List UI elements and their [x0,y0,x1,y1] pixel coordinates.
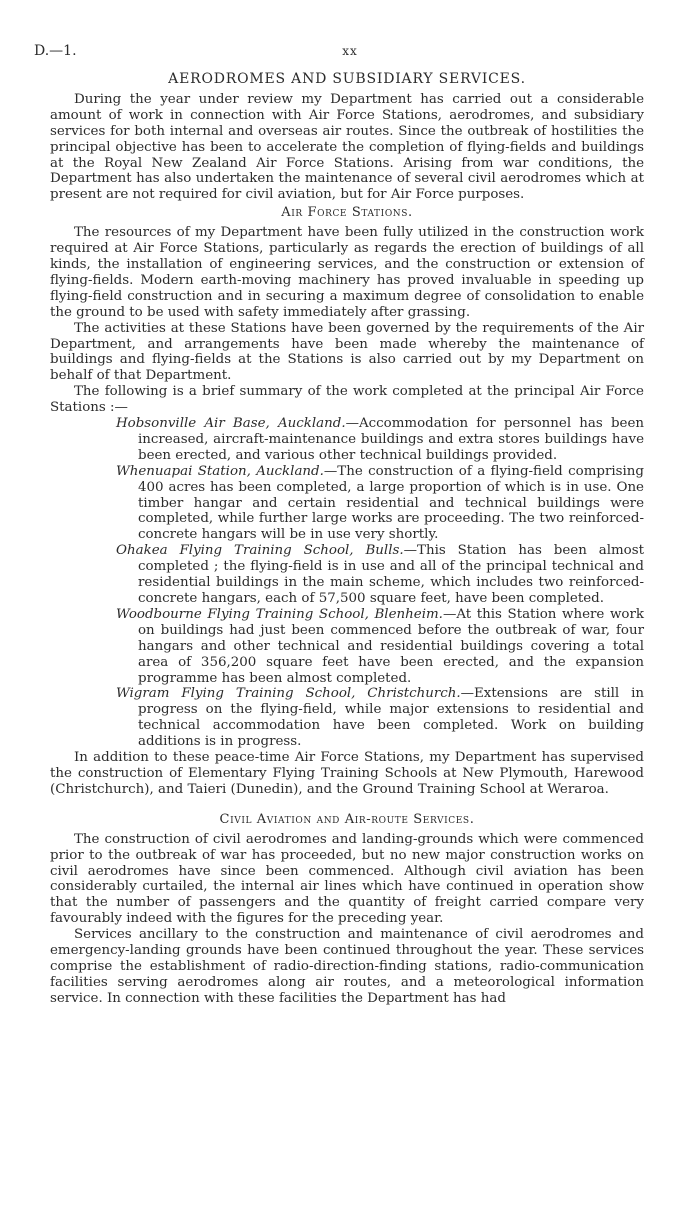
paragraph: The resources of my Department have been fully utilized in the construction work required at Air Force Stations, particularly as regards the erection of buildings of all kinds, the installation of engineering services, and the construction or extension of flying-fields. Modern earth-moving machinery has proved invaluable in speeding up flying-field construction and in securing a maximum degree of consolidation to enable the ground to be used with safety immediately after grassing. [50,225,644,320]
station-name: Ohakea Flying Training School, Bulls. [116,543,404,559]
paragraph: In addition to these peace-time Air Force Stations, my Department has supervised the construction of Elementary Flying Training Schools at New Plymouth, Harewood (Christchurch), and Taieri (Dunedin), and the Ground Training School at Weraroa. [50,750,644,797]
station-name: Wigram Flying Training School, Christchurch. [116,686,461,702]
paragraph: The following is a brief summary of the work completed at the principal Air Force Stations :— [50,384,644,416]
station-item [116,686,644,750]
paragraph: Services ancillary to the construction and maintenance of civil aerodromes and emergency-landing grounds have been continued throughout the year. These services comprise the establishment of radio-direction-finding stations, radio-communication facilities serving aerodromes along air routes, and a meteorological information service. In connection with these facilities the Department has had [50,927,644,1006]
body-text [50,72,644,1007]
station-item [116,607,644,687]
document-code: D.—1. [34,43,77,59]
station-name: Whenuapai Station, Auckland. [116,463,324,479]
section-title: AERODROMES AND SUBSIDIARY SERVICES. [168,71,526,87]
station-name: Hobsonville Air Base, Auckland. [116,416,346,432]
paragraph: The construction of civil aerodromes and landing-grounds which were commenced prior to the outbreak of war has proceeded, but no new major construction works on civil aerodromes have since been commenced. Although civil aviation has been considerably curtailed, the internal air lines which have continued in operation show that the number of passengers and the quantity of freight carried compare very favourably indeed with the figures for the preceding year. [50,831,644,927]
station-name: Woodbourne Flying Training School, Blenheim. [116,606,443,622]
station-text: —The construction of a flying-field comprising 400 acres has been completed, a large proportion of which is in use. One timber hangar and certain residential and technical buildings were completed, while further large works are proceeding. The two reinforced-concrete hangars will be in use very shortly. [138,463,644,543]
station-item [116,416,644,464]
intro-paragraph: During the year under review my Department has carried out a considerable amount of work in connection with Air Force Stations, aerodromes, and subsidiary services for both internal and overseas air routes. Since the outbreak of hostilities the principal objective has been to accelerate the completion of flying-fields and buildings at the Royal New Zealand Air Force Stations. Arising from war conditions, the Department has also undertaken the maintenance of several civil aerodromes which at present are not required for civil aviation, but for Air Force purposes. [50,91,644,203]
station-text: —Extensions are still in progress on the flying-field, while major extensions to residential and technical accommodation have been completed. Work on building additions is in progress. [138,686,644,750]
station-item [116,543,644,607]
paragraph: The activities at these Stations have been governed by the requirements of the Air Department, and arrangements have been made whereby the maintenance of buildings and flying-fields at the Stations is also carried out by my Department on behalf of that Department. [50,320,644,384]
station-text: —Accommodation for personnel has been increased, aircraft-maintenance buildings and extra stores buildings have been erected, and various other technical buildings provided. [138,416,644,463]
page-number: xx [342,44,358,58]
civil-aviation-heading: Civil Aviation and Air-route Services. [219,811,475,827]
station-list [50,416,644,750]
air-force-heading: Air Force Stations. [281,205,413,221]
station-text: —This Station has been almost completed ; the flying-field is in use and all of the principal technical and residential buildings in the main scheme, which includes two reinforced-concrete hangars, each of 57,500 square feet, have been completed. [138,543,644,606]
station-item [116,464,644,544]
station-text: —At this Station where work on buildings had just been commenced before the outbreak of war, four hangars and other technical and residential buildings covering a total area of 356,200 square feet have been erected, and the expansion programme has been almost completed. [138,606,644,686]
